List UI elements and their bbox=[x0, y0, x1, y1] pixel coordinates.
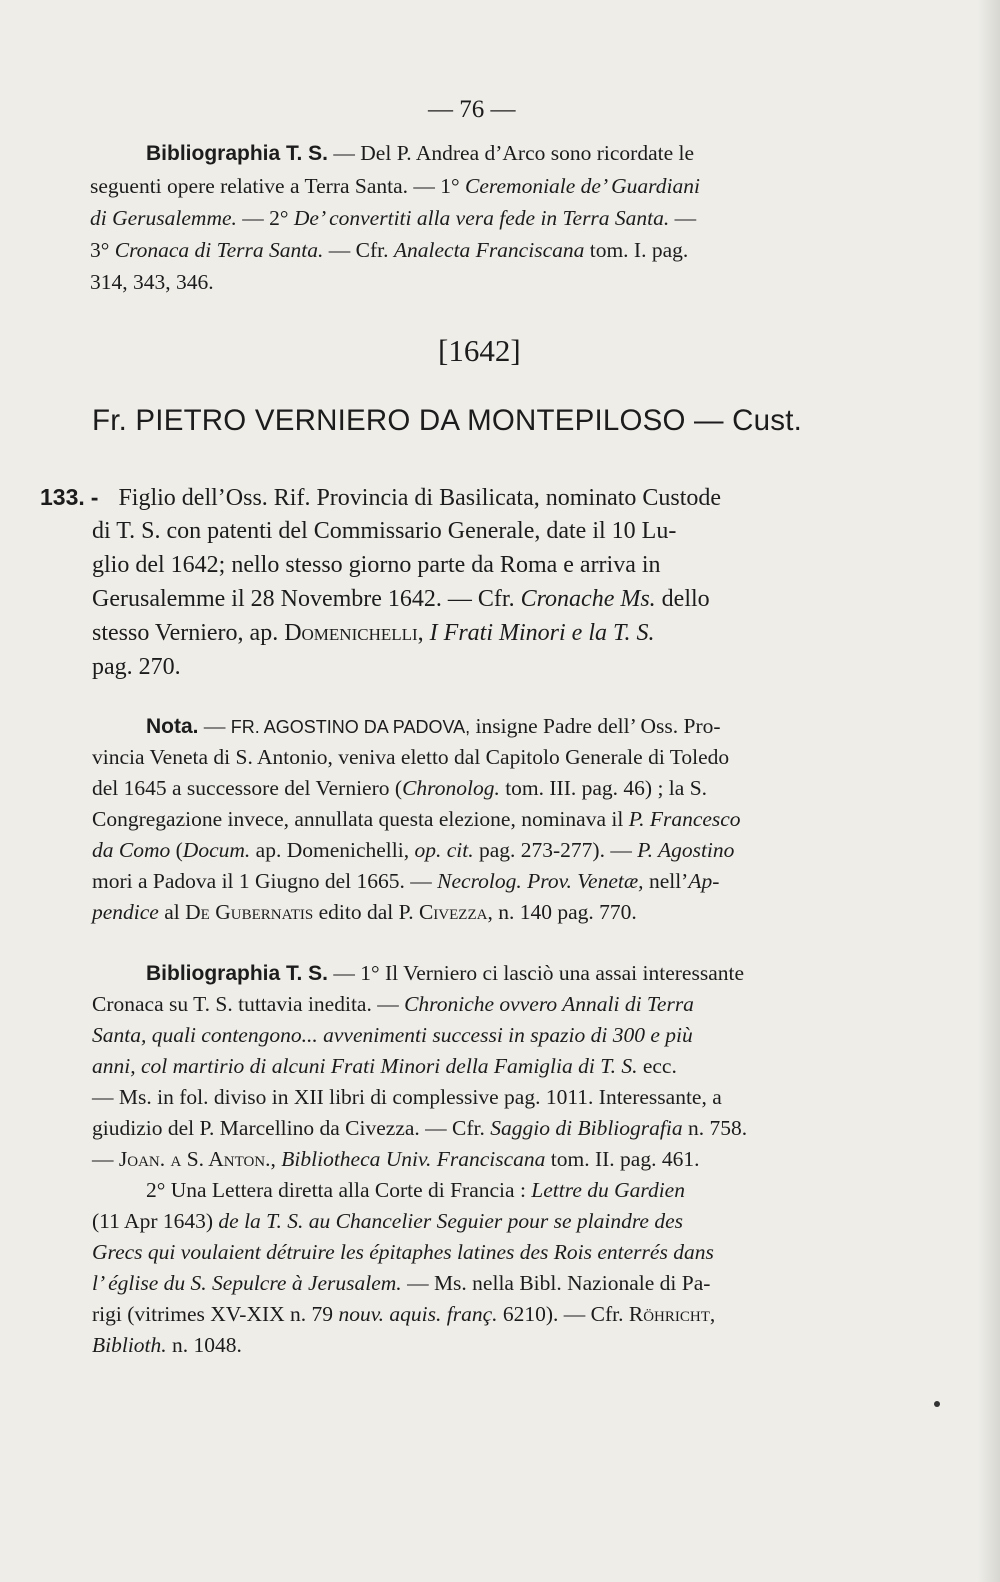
entry-133-line-2: di T. S. con patenti del Commissario Generale, date il 10 Lu- bbox=[92, 518, 677, 544]
entry-133-line-4: Gerusalemme il 28 Novembre 1642. — Cfr. Cronache Ms. dello bbox=[92, 586, 710, 612]
nota-line-1: Nota. — FR. AGOSTINO DA PADOVA, insigne Padre dell’ Oss. Pro- bbox=[146, 714, 721, 738]
entry-133-line-5: stesso Verniero, ap. Domenichelli, I Frati Minori e la T. S. bbox=[92, 620, 655, 646]
biblio2-line-10: Grecs qui voulaient détruire les épitaphes latines des Rois enterrés dans bbox=[92, 1240, 714, 1264]
nota-line-4: Congregazione invece, annullata questa elezione, nominava il P. Francesco bbox=[92, 807, 741, 831]
biblio2-line-1: Bibliographia T. S. — 1° Il Verniero ci lasciò una assai interessante bbox=[146, 961, 745, 985]
biblio2-line-13: Biblioth. n. 1048. bbox=[92, 1333, 242, 1357]
biblio1-line-3: di Gerusalemme. — 2° De’ convertiti alla vera fede in Terra Santa. — bbox=[90, 206, 697, 230]
year-heading: [1642] bbox=[438, 333, 521, 368]
biblio2-line-3: Santa, quali contengono... avvenimenti successi in spazio di 300 e più bbox=[92, 1023, 693, 1047]
biblio2-line-7: — Joan. a S. Anton., Bibliotheca Univ. Franciscana tom. II. pag. 461. bbox=[92, 1147, 700, 1171]
biblio2-line-12: rigi (vitrimes XV-XIX n. 79 nouv. aquis. franç. 6210). — Cfr. Röhricht, bbox=[92, 1302, 716, 1326]
nota-line-3: del 1645 a successore del Verniero (Chronolog. tom. III. pag. 46) ; la S. bbox=[92, 776, 708, 800]
section-heading: Fr. PIETRO VERNIERO DA MONTEPILOSO — Cust. bbox=[92, 404, 802, 437]
ink-spot bbox=[934, 1401, 940, 1407]
entry-number: 133. bbox=[40, 484, 85, 510]
nota-label: Nota. bbox=[146, 715, 199, 738]
entry-133-line-1: 133. - Figlio dell’Oss. Rif. Provincia di Basilicata, nominato Custode bbox=[40, 484, 722, 511]
biblio2-line-11: l’ église du S. Sepulcre à Jerusalem. — Ms. nella Bibl. Nazionale di Pa- bbox=[92, 1271, 711, 1295]
biblio1-line-4: 3° Cronaca di Terra Santa. — Cfr. Analecta Franciscana tom. I. pag. bbox=[90, 238, 689, 262]
nota-line-2: vincia Veneta di S. Antonio, veniva eletto dal Capitolo Generale di Toledo bbox=[92, 745, 730, 769]
page-edge-shadow bbox=[978, 0, 1000, 1582]
biblio2-line-9: (11 Apr 1643) de la T. S. au Chancelier Seguier pour se plaindre des bbox=[92, 1209, 683, 1233]
biblio1-line-5: 314, 343, 346. bbox=[90, 270, 214, 294]
biblio2-line-2: Cronaca su T. S. tuttavia inedita. — Chroniche ovvero Annali di Terra bbox=[92, 992, 694, 1016]
page-number: — 76 — bbox=[428, 96, 516, 123]
entry-133-line-6: pag. 270. bbox=[92, 654, 181, 680]
biblio1-line-1: Bibliographia T. S. — Del P. Andrea d’Arco sono ricordate le bbox=[146, 141, 695, 165]
nota-line-7: pendice al De Gubernatis edito dal P. Civezza, n. 140 pag. 770. bbox=[92, 900, 637, 924]
biblio2-line-8: 2° Una Lettera diretta alla Corte di Francia : Lettre du Gardien bbox=[146, 1178, 685, 1202]
biblio2-line-4: anni, col martirio di alcuni Frati Minori della Famiglia di T. S. ecc. bbox=[92, 1054, 677, 1078]
biblio2-line-5: — Ms. in fol. diviso in XII libri di complessive pag. 1011. Interessante, a bbox=[92, 1085, 722, 1109]
entry-133-line-3: glio del 1642; nello stesso giorno parte da Roma e arriva in bbox=[92, 552, 661, 578]
biblio1-line-2: seguenti opere relative a Terra Santa. — 1° Ceremoniale de’ Guardiani bbox=[90, 174, 700, 198]
biblio2-line-6: giudizio del P. Marcellino da Civezza. — Cfr. Saggio di Bibliografia n. 758. bbox=[92, 1116, 748, 1140]
nota-line-5: da Como (Docum. ap. Domenichelli, op. cit. pag. 273-277). — P. Agostino bbox=[92, 838, 735, 862]
nota-line-6: mori a Padova il 1 Giugno del 1665. — Necrolog. Prov. Venetæ, nell’Ap- bbox=[92, 869, 720, 893]
